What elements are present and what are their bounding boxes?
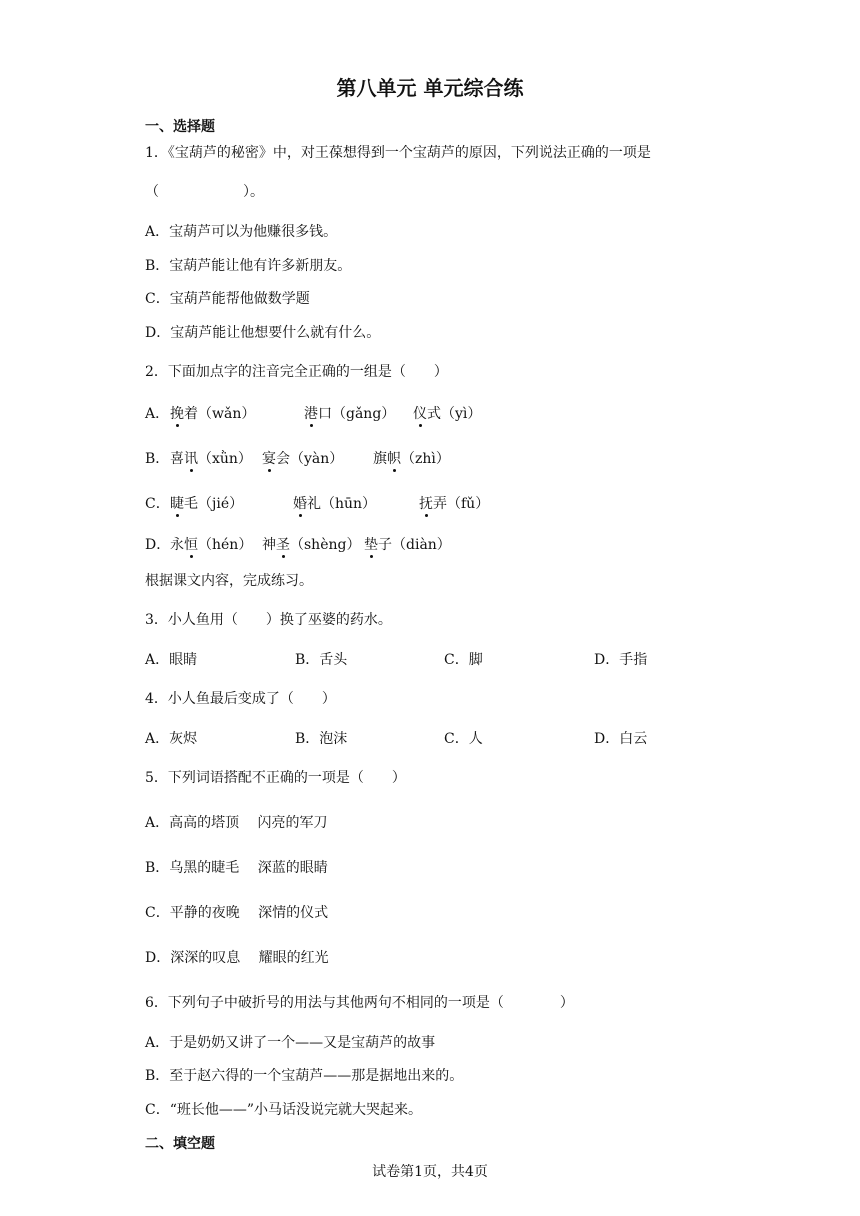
- q1-option-a: A．宝葫芦可以为他赚很多钱。: [145, 224, 338, 240]
- q6-option-c: C．“班长他——”小马话没说完就大哭起来。: [145, 1102, 423, 1118]
- q3-option-b: B．舌头: [295, 652, 348, 668]
- q5-option-c: C．平静的夜晚 深情的仪式: [145, 905, 329, 921]
- q4-option-b: B．泡沫: [295, 731, 348, 747]
- q4-option-a: A．灰烬: [145, 731, 198, 747]
- pinyin-item: 港口（gǎng）: [304, 403, 395, 423]
- q1-option-c: C．宝葫芦能帮他做数学题: [145, 291, 310, 307]
- q5-option-a: A．高高的塔顶 闪亮的军刀: [145, 815, 328, 831]
- pinyin-item: 睫毛（jié）: [170, 493, 243, 513]
- q2-stem: 2．下面加点字的注音完全正确的一组是（ ）: [145, 364, 448, 380]
- q3-option-a: A．眼睛: [145, 652, 198, 668]
- pinyin-item: 旗帜（zhì）: [373, 448, 450, 468]
- pinyin-item: 仪式（yì）: [413, 403, 481, 423]
- pinyin-item: 婚礼（hūn）: [293, 493, 376, 513]
- page-footer: 试卷第1页，共4页: [372, 1164, 488, 1180]
- page-title: 第八单元 单元综合练: [336, 76, 524, 100]
- q5-option-b: B．乌黑的睫毛 深蓝的眼睛: [145, 860, 328, 876]
- q5-stem: 5．下列词语搭配不正确的一项是（ ）: [145, 770, 406, 786]
- q4-stem: 4．小人鱼最后变成了（ ）: [145, 691, 336, 707]
- q1-stem: 1．《宝葫芦的秘密》中，对王葆想得到一个宝葫芦的原因，下列说法正确的一项是: [145, 145, 651, 161]
- pinyin-item: 喜讯（xǜn）: [170, 448, 252, 468]
- q3-option-c: C．脚: [444, 652, 483, 668]
- q1-option-d: D．宝葫芦能让他想要什么就有什么。: [145, 325, 381, 341]
- q1-option-b: B．宝葫芦能让他有许多新朋友。: [145, 258, 352, 274]
- pinyin-item: 垫子（diàn）: [364, 534, 451, 554]
- pinyin-item: 宴会（yàn）: [262, 448, 343, 468]
- q6-stem: 6．下列句子中破折号的用法与其他两句不相同的一项是（ ）: [145, 995, 574, 1011]
- section-heading-choice: 一、选择题: [145, 119, 215, 135]
- pinyin-item: 挽着（wǎn）: [170, 403, 255, 423]
- q6-option-a: A．于是奶奶又讲了一个——又是宝葫芦的故事: [145, 1035, 436, 1051]
- option-label: A．: [145, 406, 170, 422]
- q1-blank: （ ）。: [145, 184, 264, 200]
- q4-option-d: D．白云: [594, 731, 648, 747]
- pinyin-item: 永恒（hén）: [170, 534, 252, 554]
- q3-stem: 3．小人鱼用（ ）换了巫婆的药水。: [145, 612, 392, 628]
- q4-option-c: C．人: [444, 731, 483, 747]
- q5-option-d: D．深深的叹息 耀眼的红光: [145, 950, 329, 966]
- option-label: B．: [145, 451, 170, 467]
- instruction-text: 根据课文内容，完成练习。: [145, 573, 313, 589]
- pinyin-item: 抚弄（fǔ）: [419, 493, 489, 513]
- q6-option-b: B．至于赵六得的一个宝葫芦——那是据地出来的。: [145, 1068, 464, 1084]
- section-heading-fill: 二、填空题: [145, 1136, 215, 1152]
- option-label: D．: [145, 537, 171, 553]
- pinyin-item: 神圣（shèng）: [262, 534, 360, 554]
- q3-option-d: D．手指: [594, 652, 648, 668]
- option-label: C．: [145, 496, 170, 512]
